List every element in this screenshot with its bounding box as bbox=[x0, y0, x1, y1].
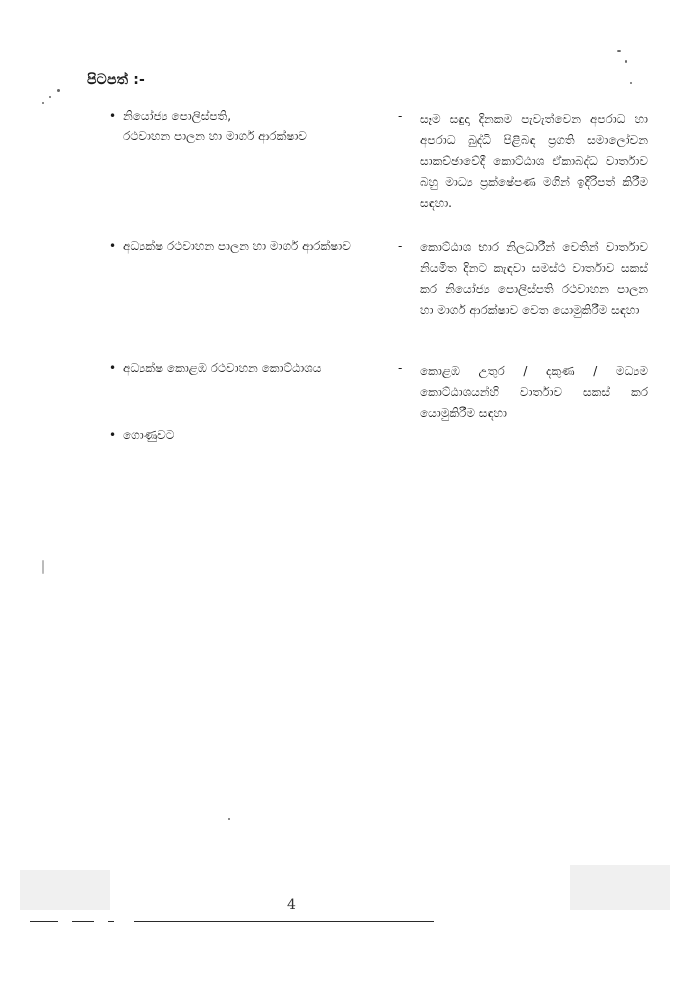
bullet-icon: • bbox=[109, 239, 117, 253]
copies-heading: පිටපත් :- bbox=[87, 72, 146, 88]
copy-recipient-1 bbox=[0, 106, 700, 226]
dash-separator: - bbox=[398, 361, 403, 375]
scan-speck bbox=[49, 96, 51, 98]
copy-recipient-3 bbox=[0, 358, 700, 418]
scan-speck bbox=[617, 50, 621, 52]
bullet-icon: • bbox=[109, 109, 117, 123]
copy-recipient-4 bbox=[0, 425, 700, 449]
scan-noise bbox=[570, 865, 670, 910]
scan-speck bbox=[228, 818, 230, 820]
bullet-icon: • bbox=[109, 428, 117, 442]
scan-speck bbox=[42, 560, 44, 574]
scan-speck bbox=[57, 89, 60, 92]
recipient-purpose: කොළඹ උතුර / දකුණ / මධ්‍යම කොට්ඨාශයන්හි වාර්තාව සකස් කර යොමුකිරීම සඳහා bbox=[420, 364, 648, 420]
recipient-name: නියෝජ්‍ය පොලිස්පති, රථවාහන පාලන හා මාර්ග ආරක්ෂාව bbox=[123, 109, 307, 143]
recipient-purpose: කොට්ඨාශ භාර නිලධාරීන් වෙතින් වාර්තාව නියමිත දිනට කැඳවා සමස්ථ වාර්තාව සකස් කර නියෝජ්‍ය පොලිස්පති රථවාහන පාලන හා මාර්ග ආරක්ෂාව වෙත යොමුකිරීම සඳහා bbox=[420, 240, 648, 317]
scan-speck bbox=[42, 102, 44, 104]
recipient-name: අධ්‍යක්ෂ රථවාහන පාලන හා මාර්ග ආරක්ෂාව bbox=[123, 239, 351, 253]
scan-speck bbox=[625, 60, 627, 63]
recipient-purpose: සෑම සඳුදා දිනකම පැවැත්වෙන අපරාධ හා අපරාධ බුද්ධි පිළිබඳ ප්‍රගති සමාලෝචන සාකච්ඡාවේදී කොට්ඨාශ ඒකාබද්ධ වාර්තාව බහු මාධ්‍ය ප්‍රක්ෂේපණ මගින් ඉදිරිපත් කිරීම සඳහා. bbox=[420, 112, 648, 210]
copy-recipient-2 bbox=[0, 236, 700, 336]
recipient-name: ගොණුවට bbox=[123, 428, 175, 442]
recipient-name: අධ්‍යක්ෂ කොළඹ රථවාහන කොට්ඨාශය bbox=[123, 361, 322, 375]
scan-noise bbox=[20, 870, 110, 910]
dash-separator: - bbox=[398, 239, 403, 253]
scan-edge-line bbox=[30, 921, 58, 922]
bullet-icon: • bbox=[109, 361, 117, 375]
scan-edge-line bbox=[134, 921, 434, 922]
scan-edge-line bbox=[108, 921, 114, 922]
dash-separator: - bbox=[398, 109, 403, 123]
page-number: 4 bbox=[287, 897, 296, 913]
scan-edge-line bbox=[72, 921, 94, 922]
scan-speck bbox=[630, 82, 632, 84]
